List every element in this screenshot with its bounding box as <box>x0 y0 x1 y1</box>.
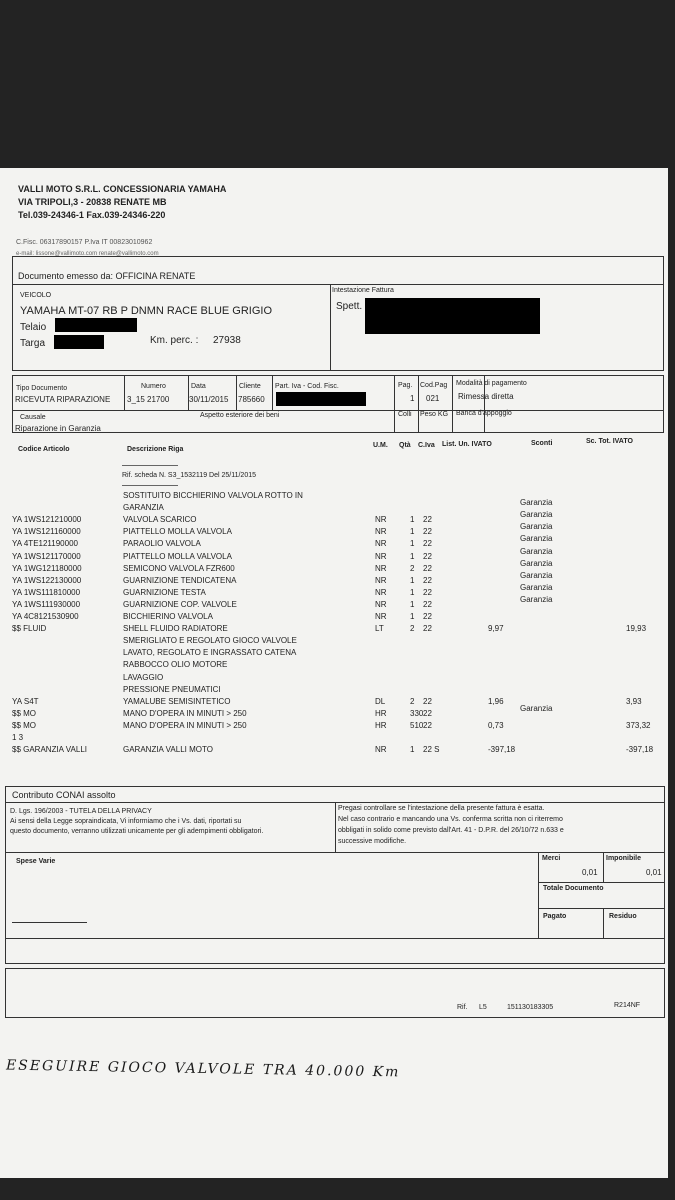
table-row <box>0 660 668 672</box>
line-qta: 510 <box>410 720 424 730</box>
issued-by: Documento emesso da: OFFICINA RENATE <box>18 271 196 281</box>
line-discount: Garanzia <box>520 703 553 713</box>
line-iva: 22 <box>423 599 432 609</box>
company-phone: Tel.039-24346-1 Fax.039-24346-220 <box>18 210 166 220</box>
redacted-customer <box>365 298 540 334</box>
col-sconti: Sconti <box>531 440 553 447</box>
line-description: GUARNIZIONE COP. VALVOLE <box>123 599 237 609</box>
rif-scheda: Rif. scheda N. S3_1532119 Del 25/11/2015 <box>122 472 257 479</box>
line-description: GUARNIZIONE TENDICATENA <box>123 575 237 585</box>
causale-label: Causale <box>20 414 46 421</box>
aspetto-label: Aspetto esteriore dei beni <box>200 412 280 419</box>
line-codice: YA S4T <box>12 696 39 706</box>
vehicle-description: YAMAHA MT-07 RB P DNMN RACE BLUE GRIGIO <box>20 305 273 317</box>
telaio-label: Telaio <box>20 322 47 333</box>
targa-label: Targa <box>20 338 46 349</box>
line-description: GARANZIA VALLI MOTO <box>123 745 213 755</box>
causale-value: Riparazione in Garanzia <box>15 424 101 433</box>
totale-label: Totale Documento <box>543 885 604 892</box>
notice-line-3: obbligati in solido come previsto dall'Art. 41 - D.P.R. del 26/10/72 n.633 e <box>338 827 564 834</box>
line-qta: 330 <box>410 708 424 718</box>
line-qta: 1 <box>410 551 415 561</box>
col-totale: Sc. Tot. IVATO <box>586 438 633 445</box>
line-price: 1,96 <box>488 696 504 706</box>
line-um: NR <box>375 527 387 537</box>
table-row <box>0 546 668 564</box>
line-total: -397,18 <box>626 745 654 755</box>
line-um: NR <box>375 599 387 609</box>
form-code: R214NF <box>614 1002 641 1009</box>
km-label: Km. perc. : <box>150 335 199 346</box>
col-listino: List. Un. IVATO <box>442 441 492 448</box>
line-price: -397,18 <box>488 745 516 755</box>
line-iva: 22 S <box>423 745 440 755</box>
line-description: YAMALUBE SEMISINTETICO <box>123 696 231 706</box>
data-label: Data <box>191 383 206 390</box>
conai-text: Contributo CONAI assolto <box>12 790 116 800</box>
line-um: NR <box>375 515 387 525</box>
table-row <box>0 491 668 503</box>
line-discount: Garanzia <box>520 510 553 520</box>
table-row <box>0 582 668 600</box>
pag-label: Pag. <box>398 382 413 389</box>
table-row <box>0 534 668 551</box>
km-value: 27938 <box>213 335 241 346</box>
line-qta: 2 <box>410 563 415 573</box>
line-iva: 22 <box>423 551 432 561</box>
line-description: SHELL FLUIDO RADIATORE <box>123 624 228 634</box>
imponibile-label: Imponibile <box>606 855 641 862</box>
line-um: NR <box>375 587 387 597</box>
line-qta: 1 <box>410 587 415 597</box>
line-description: PIATTELLO MOLLA VALVOLA <box>123 551 232 561</box>
company-address: VIA TRIPOLI,3 - 20838 RENATE MB <box>18 197 167 207</box>
privacy-line-2: questo documento, verranno utilizzati unicamente per gli adempimenti obbligatori. <box>10 828 264 835</box>
table-row <box>0 510 668 527</box>
company-name: VALLI MOTO S.R.L. CONCESSIONARIA YAMAHA <box>18 184 227 194</box>
line-description: PIATTELLO MOLLA VALVOLA <box>123 527 232 537</box>
line-um: DL <box>375 696 386 706</box>
line-qta: 1 <box>410 612 415 621</box>
col-descrizione: Descrizione Riga <box>127 446 184 453</box>
line-um: NR <box>375 551 387 561</box>
line-codice: YA 1WS111810000 <box>12 587 81 597</box>
modalita-label: Modalità di pagamento <box>456 380 527 387</box>
line-discount: Garanzia <box>520 522 553 532</box>
line-um: HR <box>375 708 387 718</box>
line-iva: 22 <box>423 563 432 573</box>
line-discount: Garanzia <box>520 534 553 544</box>
company-tax-id: C.Fisc. 06317890157 P.Iva IT 00823010962 <box>16 239 153 246</box>
table-row <box>0 636 668 648</box>
footer-bottom-box <box>5 968 665 1018</box>
line-qta: 1 <box>410 539 415 549</box>
line-um: NR <box>375 612 387 621</box>
peso-label: Peso KG <box>420 411 449 418</box>
merci-label: Merci <box>542 855 561 862</box>
table-row <box>0 648 668 660</box>
redacted-targa <box>54 335 104 349</box>
data-value: 30/11/2015 <box>189 395 229 404</box>
line-codice: $$ MO <box>12 708 37 718</box>
rif-label: Rif. <box>457 1004 468 1011</box>
line-um: NR <box>375 563 387 573</box>
line-description: MANO D'OPERA IN MINUTI > 250 <box>123 708 247 718</box>
spett-label: Spett. <box>336 301 363 312</box>
line-codice: $$ MO <box>12 720 37 730</box>
intestazione-label: Intestazione Fattura <box>332 287 394 294</box>
line-description: SMERIGLIATO E REGOLATO GIOCO VALVOLE <box>123 636 297 646</box>
line-codice: YA 4C8121530900 <box>12 612 79 621</box>
numero-value: 3_15 21700 <box>127 395 170 404</box>
invoice-paper <box>0 168 668 1178</box>
table-row <box>0 594 668 612</box>
line-qta: 2 <box>410 696 415 706</box>
line-codice: 1 3 <box>12 733 24 742</box>
table-row <box>0 745 668 757</box>
tipo-value: RICEVUTA RIPARAZIONE <box>15 395 111 404</box>
line-codice: YA 1WS111930000 <box>12 599 81 609</box>
table-row <box>0 685 668 697</box>
line-iva: 22 <box>423 624 432 634</box>
table-row <box>0 612 668 624</box>
modalita-value: Rimessa diretta <box>458 392 514 401</box>
line-qta: 2 <box>410 624 415 634</box>
line-description: SEMICONO VALVOLA FZR600 <box>123 563 235 573</box>
line-description: LAVATO, REGOLATO E INGRASSATO CATENA <box>123 648 297 658</box>
line-discount: Garanzia <box>520 546 553 556</box>
cliente-label: Cliente <box>239 383 261 390</box>
line-discount: Garanzia <box>520 570 553 580</box>
codpag-label: Cod.Pag <box>420 382 448 389</box>
line-um: NR <box>375 745 387 755</box>
table-row <box>0 522 668 539</box>
line-codice: YA 1WS121160000 <box>12 527 81 537</box>
table-row <box>0 558 668 576</box>
line-description: VALVOLA SCARICO <box>123 515 197 525</box>
line-iva: 22 <box>423 527 432 537</box>
line-description: RABBOCCO OLIO MOTORE <box>123 660 228 670</box>
notice-line-1: Pregasi controllare se l'intestazione della presente fattura è esatta. <box>338 805 545 812</box>
line-iva: 22 <box>423 575 432 585</box>
line-um: LT <box>375 624 384 634</box>
line-qta: 1 <box>410 575 415 585</box>
table-row <box>0 498 668 515</box>
line-price: 0,73 <box>488 720 504 730</box>
col-codice: Codice Articolo <box>18 446 70 453</box>
line-discount: Garanzia <box>520 558 553 568</box>
residuo-label: Residuo <box>609 913 637 920</box>
line-codice: YA 4TE121190000 <box>12 539 78 549</box>
line-discount: Garanzia <box>520 498 553 508</box>
spese-label: Spese Varie <box>16 858 56 865</box>
line-description: GUARNIZIONE TESTA <box>123 587 206 597</box>
imponibile-value: 0,01 <box>646 868 662 877</box>
line-codice: YA 1WS121170000 <box>12 551 81 561</box>
line-description: BICCHIERINO VALVOLA <box>123 612 213 621</box>
line-total: 3,93 <box>626 696 642 706</box>
line-description: SOSTITUITO BICCHIERINO VALVOLA ROTTO IN <box>123 491 303 500</box>
line-description: LAVAGGIO <box>123 672 164 682</box>
col-civa: C.Iva <box>418 442 435 449</box>
line-description: PARAOLIO VALVOLA <box>123 539 201 549</box>
line-iva: 22 <box>423 696 432 706</box>
table-row <box>0 703 668 721</box>
line-qta: 1 <box>410 527 415 537</box>
privacy-title: D. Lgs. 196/2003 - TUTELA DELLA PRIVACY <box>10 808 152 815</box>
line-codice: $$ FLUID <box>12 624 47 634</box>
tipo-label: Tipo Documento <box>16 385 68 392</box>
table-row <box>0 570 668 588</box>
privacy-line-1: Ai sensi della Legge sopraindicata, Vi informiamo che i Vs. dati, riportati su <box>10 818 242 825</box>
cliente-value: 785660 <box>238 395 265 404</box>
line-discount: Garanzia <box>520 582 553 592</box>
rif-code: L5 <box>479 1004 487 1011</box>
pag-value: 1 <box>410 394 415 403</box>
company-email: e-mail: lissone@vallimoto.com renate@vallimoto.com <box>16 251 159 257</box>
handwritten-note: ESEGUIRE GIOCO VALVOLE TRA 40.000 Km <box>5 1057 401 1081</box>
colli-label: Colli <box>398 411 412 418</box>
line-price: 9,97 <box>488 624 504 634</box>
notice-line-4: successive modifiche. <box>338 838 407 845</box>
line-qta: 1 <box>410 599 415 609</box>
line-description: PRESSIONE PNEUMATICI <box>123 684 221 694</box>
line-iva: 22 <box>423 587 432 597</box>
line-total: 19,93 <box>626 624 647 634</box>
piva-label: Part. Iva - Cod. Fisc. <box>275 383 339 390</box>
line-codice: YA 1WS122130000 <box>12 575 82 585</box>
line-um: HR <box>375 720 387 730</box>
codpag-value: 021 <box>426 394 440 403</box>
col-um: U.M. <box>373 442 388 449</box>
pagato-label: Pagato <box>543 913 567 920</box>
line-codice: $$ GARANZIA VALLI <box>12 745 87 755</box>
table-row <box>0 673 668 685</box>
line-um: NR <box>375 575 387 585</box>
line-codice: YA 1WS121210000 <box>12 515 82 525</box>
col-qta: Qtà <box>399 442 411 449</box>
banca-label: Banca d'appoggio <box>456 410 512 417</box>
line-iva: 22 <box>423 515 432 525</box>
notice-line-2: Nel caso contrario e mancando una Vs. conferma scritta non ci riterremo <box>338 816 563 823</box>
line-iva: 22 <box>423 708 432 718</box>
line-qta: 1 <box>410 745 415 755</box>
line-codice: YA 1WG121180000 <box>12 563 82 573</box>
redacted-piva <box>276 392 366 406</box>
table-row <box>0 733 668 745</box>
merci-value: 0,01 <box>582 868 598 877</box>
numero-label: Numero <box>141 383 166 390</box>
line-total: 373,32 <box>626 720 651 730</box>
vehicle-label: VEICOLO <box>20 292 52 299</box>
table-row <box>0 697 668 709</box>
line-iva: 22 <box>423 720 432 730</box>
line-description: GARANZIA <box>123 503 164 513</box>
line-qta: 1 <box>410 515 415 525</box>
table-row <box>0 624 668 636</box>
line-um: NR <box>375 539 387 549</box>
rif-number: 151130183305 <box>507 1004 554 1011</box>
line-iva: 22 <box>423 612 432 621</box>
line-iva: 22 <box>423 539 432 549</box>
table-row <box>0 721 668 733</box>
line-discount: Garanzia <box>520 594 553 604</box>
redacted-telaio <box>55 318 137 332</box>
line-description: MANO D'OPERA IN MINUTI > 250 <box>123 720 247 730</box>
